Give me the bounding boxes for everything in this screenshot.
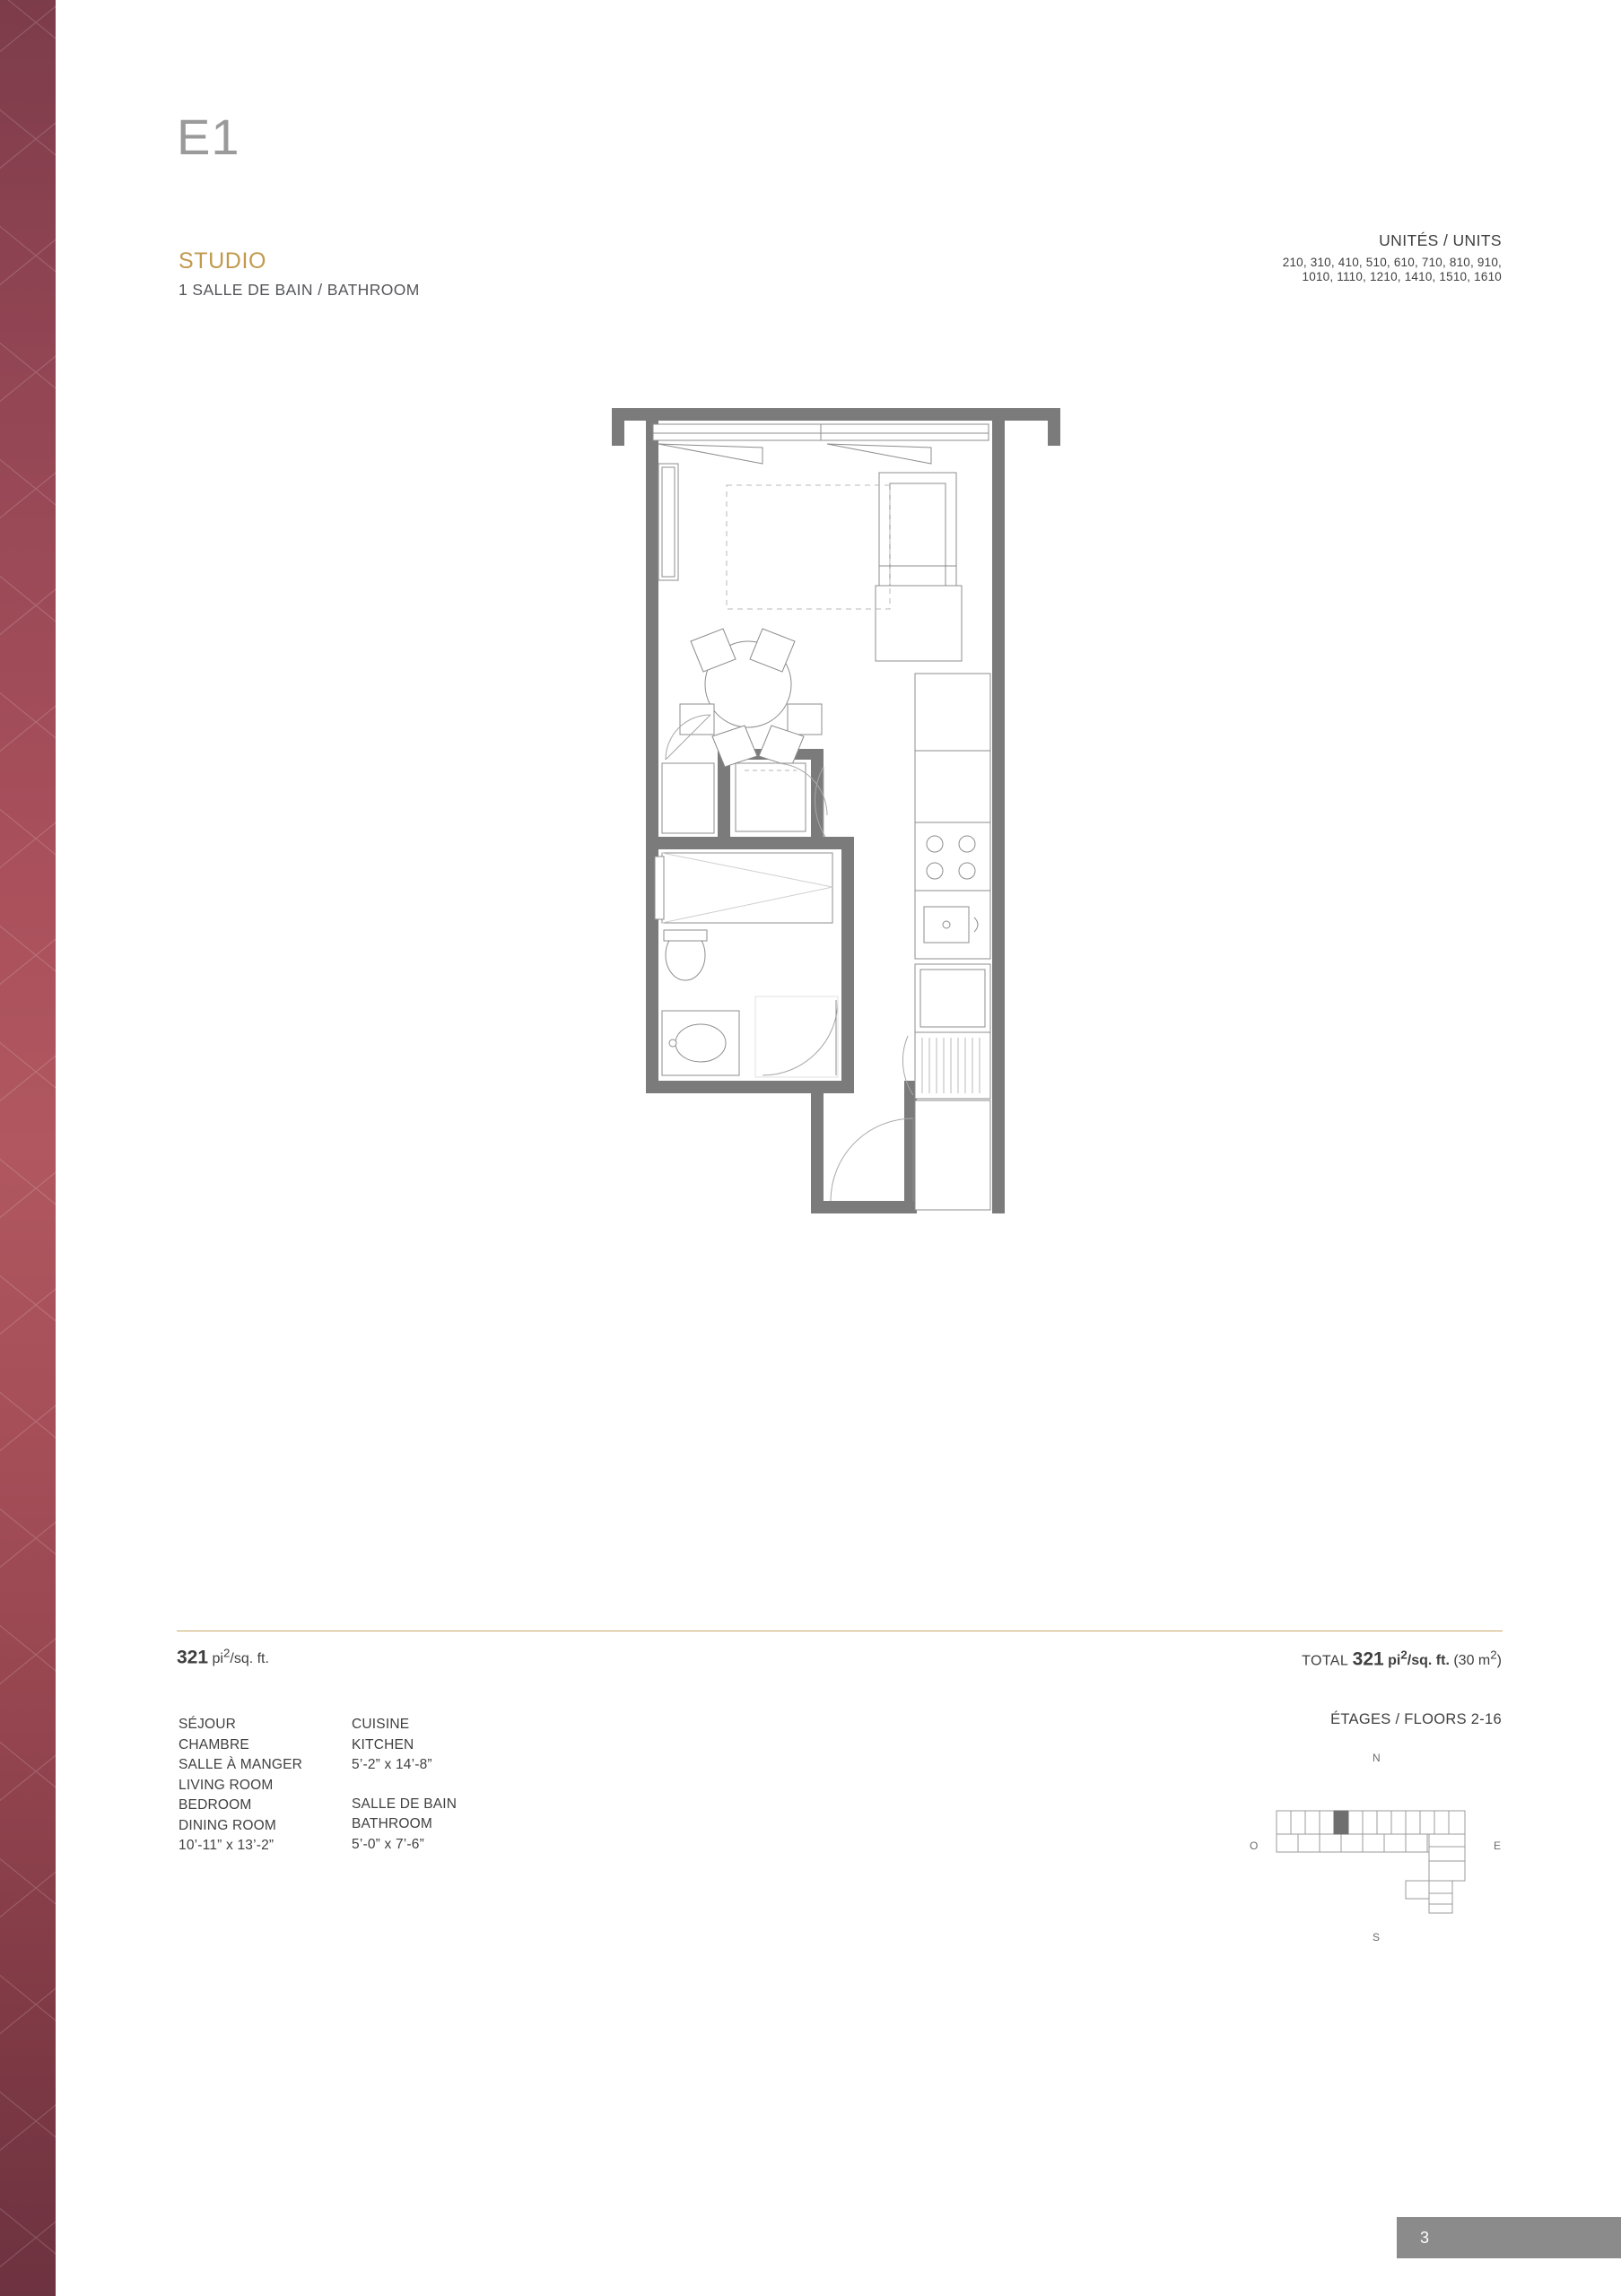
page-number: 3 [1420, 2229, 1430, 2247]
units-list [1035, 256, 1502, 284]
legend-line: SALLE DE BAIN [352, 1796, 458, 1812]
key-plan-svg [1244, 1753, 1513, 1951]
legend-line: LIVING ROOM [179, 1777, 274, 1793]
legend-line: SALLE À MANGER [179, 1757, 303, 1772]
legend-dimension: 5’-0” x 7’-6” [352, 1836, 424, 1852]
floors-title: ÉTAGES / FLOORS 2-16 [1330, 1711, 1502, 1727]
compass-south-label: S [1373, 1931, 1381, 1944]
legend-column-living [179, 1715, 302, 1857]
plan-subtitle: 1 SALLE DE BAIN / BATHROOM [179, 281, 420, 299]
sofa [876, 473, 962, 661]
area-left-value: 321 [177, 1647, 209, 1668]
page-number-box [1397, 2217, 1621, 2258]
area-total-unit: $pi^2/sq$. ft. [1388, 1648, 1450, 1669]
area-left-unit: $pi^2/sq$. ft. [212, 1647, 269, 1667]
area-total-metric: (30 $m^2$) [1453, 1648, 1502, 1669]
floor-plan-svg [612, 408, 1078, 1574]
legend-column-kitchen-bath [352, 1715, 457, 1855]
plan-type-title: STUDIO [179, 248, 267, 274]
legend-line: BEDROOM [179, 1797, 252, 1813]
legend-line: CUISINE [352, 1717, 410, 1732]
key-plan [1244, 1753, 1513, 1951]
legend-line: SÉJOUR [179, 1717, 237, 1732]
page-content [56, 0, 1621, 2296]
area-total-label: TOTAL [1302, 1653, 1349, 1669]
legend-line: BATHROOM [352, 1816, 433, 1831]
entry-millwork [658, 464, 678, 580]
bathroom [655, 853, 838, 1077]
area-right [1302, 1648, 1502, 1670]
plan-code: E1 [177, 109, 240, 165]
legend-group [352, 1795, 457, 1856]
kitchen [902, 674, 990, 1099]
compass-east-label: E [1494, 1839, 1502, 1852]
legend-dimension: 5’-2” x 14’-8” [352, 1757, 432, 1772]
legend-line: DINING ROOM [179, 1817, 276, 1833]
decorative-side-bar [0, 0, 56, 2296]
rug-area [727, 485, 890, 609]
area-left [177, 1647, 269, 1668]
units-block [1035, 231, 1502, 284]
compass-west-label: O [1250, 1839, 1259, 1852]
floor-plan-drawing [612, 408, 1078, 1574]
compass-north-label: N [1373, 1752, 1381, 1764]
area-total-value: 321 [1352, 1648, 1384, 1670]
legend-dimension: 10’-11” x 13’-2” [179, 1838, 275, 1853]
units-line-1: 210, 310, 410, 510, 610, 710, 810, 910, [1282, 256, 1502, 269]
lattice-pattern-icon [0, 0, 56, 2296]
units-line-2: 1010, 1110, 1210, 1410, 1510, 1610 [1302, 270, 1502, 283]
dining-set [680, 629, 822, 767]
window-wall [653, 424, 989, 464]
legend-line: KITCHEN [352, 1736, 414, 1752]
legend-group [352, 1715, 457, 1776]
legend-group [179, 1715, 302, 1857]
legend-line: CHAMBRE [179, 1736, 249, 1752]
highlighted-unit [1334, 1811, 1348, 1834]
units-title: UNITÉS / UNITS [1379, 231, 1502, 249]
